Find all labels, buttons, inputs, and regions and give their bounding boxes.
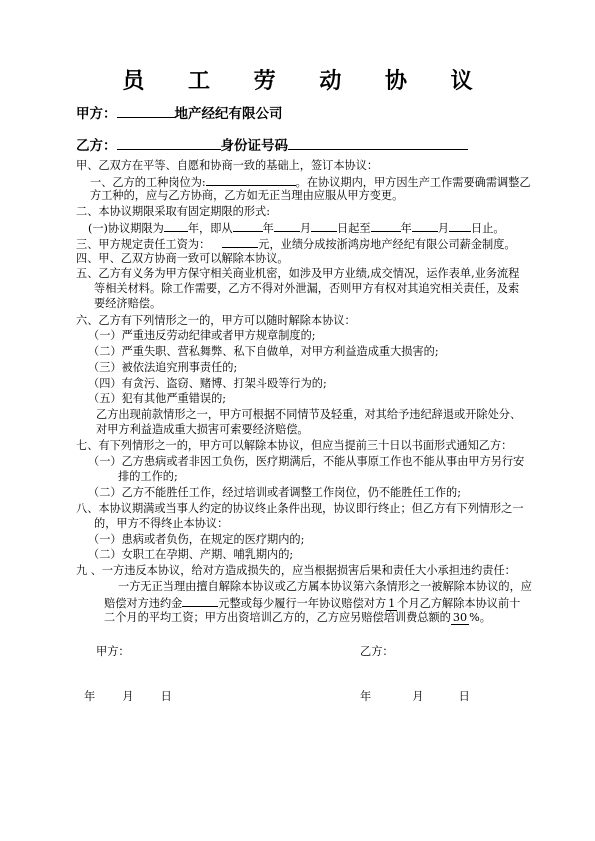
day-label: 日: [160, 690, 172, 703]
months-text: 个月乙方解除本协议前十: [397, 597, 521, 610]
party-a-label: 甲方：: [76, 106, 117, 122]
penalty-text: 赔偿对方违约金: [104, 597, 183, 610]
end-day-blank: [449, 219, 471, 232]
start-month-blank: [274, 219, 300, 232]
party-b-line: [76, 134, 468, 154]
from-text: 年，即从: [187, 222, 233, 235]
clause-1-text-b: 。在协议期内，甲方因生产工作需要确需调整乙: [295, 176, 531, 189]
party-a-blank: [117, 103, 175, 118]
job-position-blank: [206, 173, 296, 186]
clause-8-item-2: （二）女职工在孕期、产期、哺乳期内的;: [88, 548, 294, 561]
intro-text: 甲、乙双方在平等、自愿和协商一致的基础上，签订本协议：: [76, 159, 379, 172]
clause-6-head: 六、乙方有下列情形之一的，甲方可以随时解除本协议：: [76, 314, 356, 327]
start-year-blank: [233, 219, 263, 232]
month-label: 月: [412, 690, 424, 703]
end-text: 日止。: [471, 222, 505, 235]
penalty-per-year-text: 元整或每少履行一年协议赔偿对方: [218, 597, 387, 610]
year-text-2: 年: [400, 222, 412, 235]
party-a-company: 地产经纪有限公司: [174, 106, 283, 122]
sign-party-a: 甲方：: [96, 645, 130, 658]
penalty-amount-blank: [182, 594, 218, 607]
clause-5-line-2: 等相关材料。除工作需要，乙方不得对外泄漏，否则甲方有权对其追究相关责任，及索: [94, 282, 520, 295]
term-text: (一)协议期限为: [88, 222, 164, 235]
clause-4: 四、甲、乙双方协商一致可以解除本协议。: [76, 252, 289, 265]
clause-6-note-1: 乙方出现前款情形之一，甲方可根据不同情节及轻重，对其给予违纪辞退或开除处分、: [96, 408, 522, 421]
clause-5-line-1: 五、乙方有义务为甲方保守相关商业机密，如涉及甲方业绩,成交情况，运作表单,业务流程: [76, 267, 520, 280]
party-b-id-label: 身份证号码: [220, 138, 288, 154]
clause-6-item-3: （三）被依法追究刑事责任的;: [88, 361, 238, 374]
month-label: 月: [122, 690, 134, 703]
year-text: 年: [262, 222, 274, 235]
year-label: 年: [84, 690, 96, 703]
clause-9-head: 九 、一方违反本协议，给对方造成损失的，应当根据损害后果和责任大小承担违约责任：: [76, 564, 516, 577]
date-party-a: [84, 688, 172, 704]
clause-7-item-2: （二）乙方不能胜任工作，经过培训或者调整工作岗位，仍不能胜任工作的;: [88, 486, 461, 499]
party-a-line: [76, 102, 283, 122]
clause-1-line-2: 方工种的，应与乙方协商，乙方如无正当理由应服从甲方变更。: [90, 189, 404, 202]
clause-2-head: 二、本协议期限采取有固定期限的形式:: [76, 205, 270, 218]
end-year-blank: [371, 219, 401, 232]
salary-blank: [222, 235, 258, 248]
clause-8-line-1: 八、本协议期满或当事人约定的协议终止条件出现，协议即行终止；但乙方有下列情形之一: [76, 502, 524, 515]
clause-3-text-b: 元，业绩分成按浙鸿房地产经纪有限公司薪金制度。: [258, 238, 516, 251]
clause-1-text-a: 一、乙方的工种岗位为:: [90, 176, 206, 189]
clause-2-term: [88, 219, 505, 236]
clause-6-item-4: （四）有贪污、盗窃、赌博、打架斗殴等行为的;: [88, 377, 327, 390]
clause-6-item-2: （二）严重失职、营私舞弊、私下自做单，对甲方利益造成重大损害的;: [88, 345, 439, 358]
year-label: 年: [360, 690, 372, 703]
clause-8-line-2: 的，甲方不得终止本协议：: [94, 517, 229, 530]
clause-5-line-3: 要经济赔偿。: [94, 297, 162, 310]
sign-party-b: 乙方：: [360, 645, 394, 658]
clause-7-head: 七、有下列情形之一的，甲方可以解除本协议，但应当提前三十日以书面形式通知乙方：: [76, 439, 513, 452]
clause-9-line-1: 一方无正当理由擅自解除本协议或乙方属本协议第六条情形之一被解除本协议的，应: [118, 580, 532, 593]
party-b-label: 乙方：: [76, 138, 117, 154]
month-text: 月: [299, 222, 312, 235]
date-party-b: [360, 688, 470, 704]
clause-7-item-1b: 排的工作的;: [118, 470, 178, 483]
start-day-blank: [311, 219, 337, 232]
training-percent-value: 30: [452, 611, 468, 624]
month-text-2: 月: [437, 222, 450, 235]
party-b-name-blank: [117, 135, 221, 150]
clause-3-text-a: 三、甲方规定责任工资为：: [76, 238, 211, 251]
term-years-blank: [164, 219, 188, 232]
months-value: 1: [388, 597, 396, 610]
until-text: 日起至: [337, 222, 371, 235]
training-fee-text: 二个月的平均工资；甲方出资培训乙方的，乙方应另赔偿培训费总额的: [104, 611, 451, 624]
clause-3: [76, 235, 516, 252]
day-label: 日: [458, 690, 470, 703]
clause-9-line-3: [104, 610, 491, 625]
document-title: 员 工 劳 动 协 议: [122, 69, 491, 94]
clause-6-note-2: 对甲方利益造成重大损害可索要经济赔偿。: [96, 423, 309, 436]
clause-6-item-5: （五）犯有其他严重错误的;: [88, 392, 227, 405]
clause-8-item-1: （一）患病或者负伤，在规定的医疗期内的;: [88, 533, 305, 546]
party-b-id-blank: [288, 135, 468, 150]
end-month-blank: [412, 219, 438, 232]
clause-6-item-1: （一）严重违反劳动纪律或者甲方规章制度的;: [88, 329, 316, 342]
clause-9-line-2: [104, 594, 520, 611]
clause-7-item-1a: （一）乙方患病或者非因工负伤，医疗期满后，不能从事原工作也不能从事由甲方另行安: [88, 455, 525, 468]
percent-sign: %。: [469, 611, 491, 624]
